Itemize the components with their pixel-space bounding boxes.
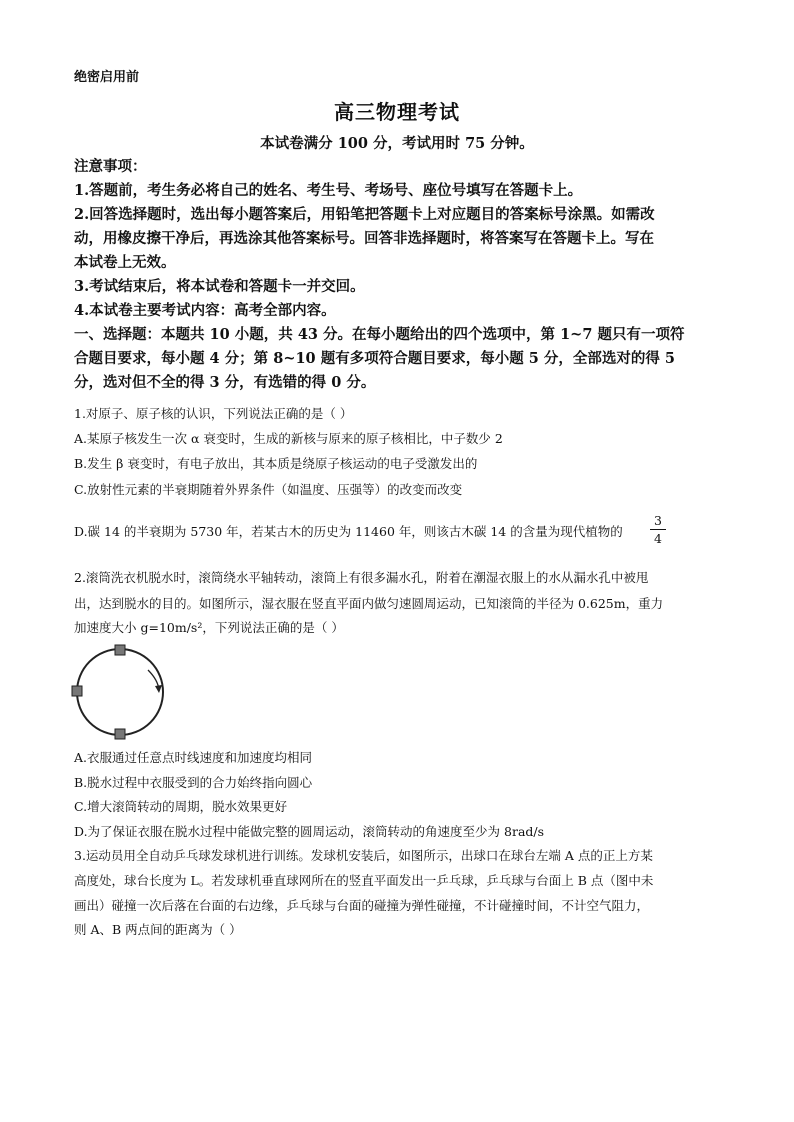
confidential-label: 绝密启用前	[74, 70, 140, 85]
question-3-line-2: 高度处，球台长度为 L。若发球机垂直球网所在的竖直平面发出一乒乓球，乒乓球与台面上 B 点（图中未	[74, 873, 654, 888]
note-3: 3.考试结束后，将本试卷和答题卡一并交回。	[74, 278, 365, 295]
section-1-line-3: 分，选对但不全的得 3 分，有选错的得 0 分。	[74, 374, 376, 391]
drum-circle	[77, 649, 163, 735]
note-2-line-2: 动，用橡皮擦干净后，再选涂其他答案标号。回答非选择题时，将答案写在答题卡上。写在	[74, 230, 654, 247]
note-2-line-1: 2.回答选择题时，选出每小题答案后，用铅笔把答题卡上对应题目的答案标号涂黑。如需改	[74, 206, 655, 223]
question-2-line-3: 加速度大小 g=10m/s²，下列说法正确的是（ ）	[74, 620, 344, 635]
fraction-bar	[650, 529, 666, 530]
question-2-line-2: 出，达到脱水的目的。如图所示，湿衣服在竖直平面内做匀速圆周运动，已知滚筒的半径为 0.625m，重力	[74, 596, 664, 611]
clothes-block-bottom	[115, 729, 125, 739]
section-1-line-2: 合题目要求，每小题 4 分；第 8~10 题有多项符合题目要求，每小题 5 分，全部选对的得 5	[74, 350, 676, 367]
question-1-option-a: A.某原子核发生一次 α 衰变时，生成的新核与原来的原子核相比，中子数少 2	[74, 431, 503, 446]
question-1-option-c: C.放射性元素的半衰期随着外界条件（如温度、压强等）的改变而改变	[74, 482, 463, 497]
question-1-option-b: B.发生 β 衰变时，有电子放出，其本质是绕原子核运动的电子受激发出的	[74, 456, 478, 471]
question-3-line-1: 3.运动员用全自动乒乓球发球机进行训练。发球机安装后，如图所示，出球口在球台左端 A 点的正上方某	[74, 848, 653, 863]
question-2-option-a: A.衣服通过任意点时线速度和加速度均相同	[74, 750, 313, 765]
notes-block	[74, 155, 724, 395]
question-2-option-d: D.为了保证衣服在脱水过程中能做完整的圆周运动，滚筒转动的角速度至少为 8rad/s	[74, 824, 545, 839]
fraction-numerator: 3	[654, 513, 662, 528]
fraction-three-quarters	[650, 513, 666, 546]
question-1-option-d: D.碳 14 的半衰期为 5730 年，若某古木的历史为 11460 年，则该古木碳 14 的含量为现代植物的	[74, 524, 623, 539]
rotation-arrow-head	[155, 685, 162, 693]
question-3-line-4: 则 A、B 两点间的距离为（ ）	[74, 922, 242, 937]
exam-title: 高三物理考试	[334, 100, 460, 124]
drum-diagram	[66, 642, 176, 746]
note-4: 4.本试卷主要考试内容：高考全部内容。	[74, 302, 336, 319]
question-2-line-1: 2.滚筒洗衣机脱水时，滚筒绕水平轴转动，滚筒上有很多漏水孔，附着在潮湿衣服上的水从漏水孔中被甩	[74, 570, 649, 585]
note-2-line-3: 本试卷上无效。	[74, 254, 176, 271]
question-1-stem: 1.对原子、原子核的认识，下列说法正确的是（ ）	[74, 406, 353, 421]
section-1-line-1: 一、选择题：本题共 10 小题，共 43 分。在每小题给出的四个选项中，第 1~7 题只有一项符	[74, 326, 685, 343]
question-2-option-c: C.增大滚筒转动的周期，脱水效果更好	[74, 799, 288, 814]
clothes-block-left	[72, 686, 82, 696]
question-2-option-b: B.脱水过程中衣服受到的合力始终指向圆心	[74, 775, 313, 790]
fraction-denominator: 4	[654, 531, 662, 546]
exam-subtitle: 本试卷满分 100 分，考试用时 75 分钟。	[260, 135, 534, 152]
note-1: 1.答题前，考生务必将自己的姓名、考生号、考场号、座位号填写在答题卡上。	[74, 182, 583, 199]
notes-heading: 注意事项：	[74, 158, 147, 175]
question-3-line-3: 画出）碰撞一次后落在台面的右边缘，乒乓球与台面的碰撞为弹性碰撞，不计碰撞时间，不计空气阻力，	[74, 898, 650, 913]
clothes-block-top	[115, 645, 125, 655]
